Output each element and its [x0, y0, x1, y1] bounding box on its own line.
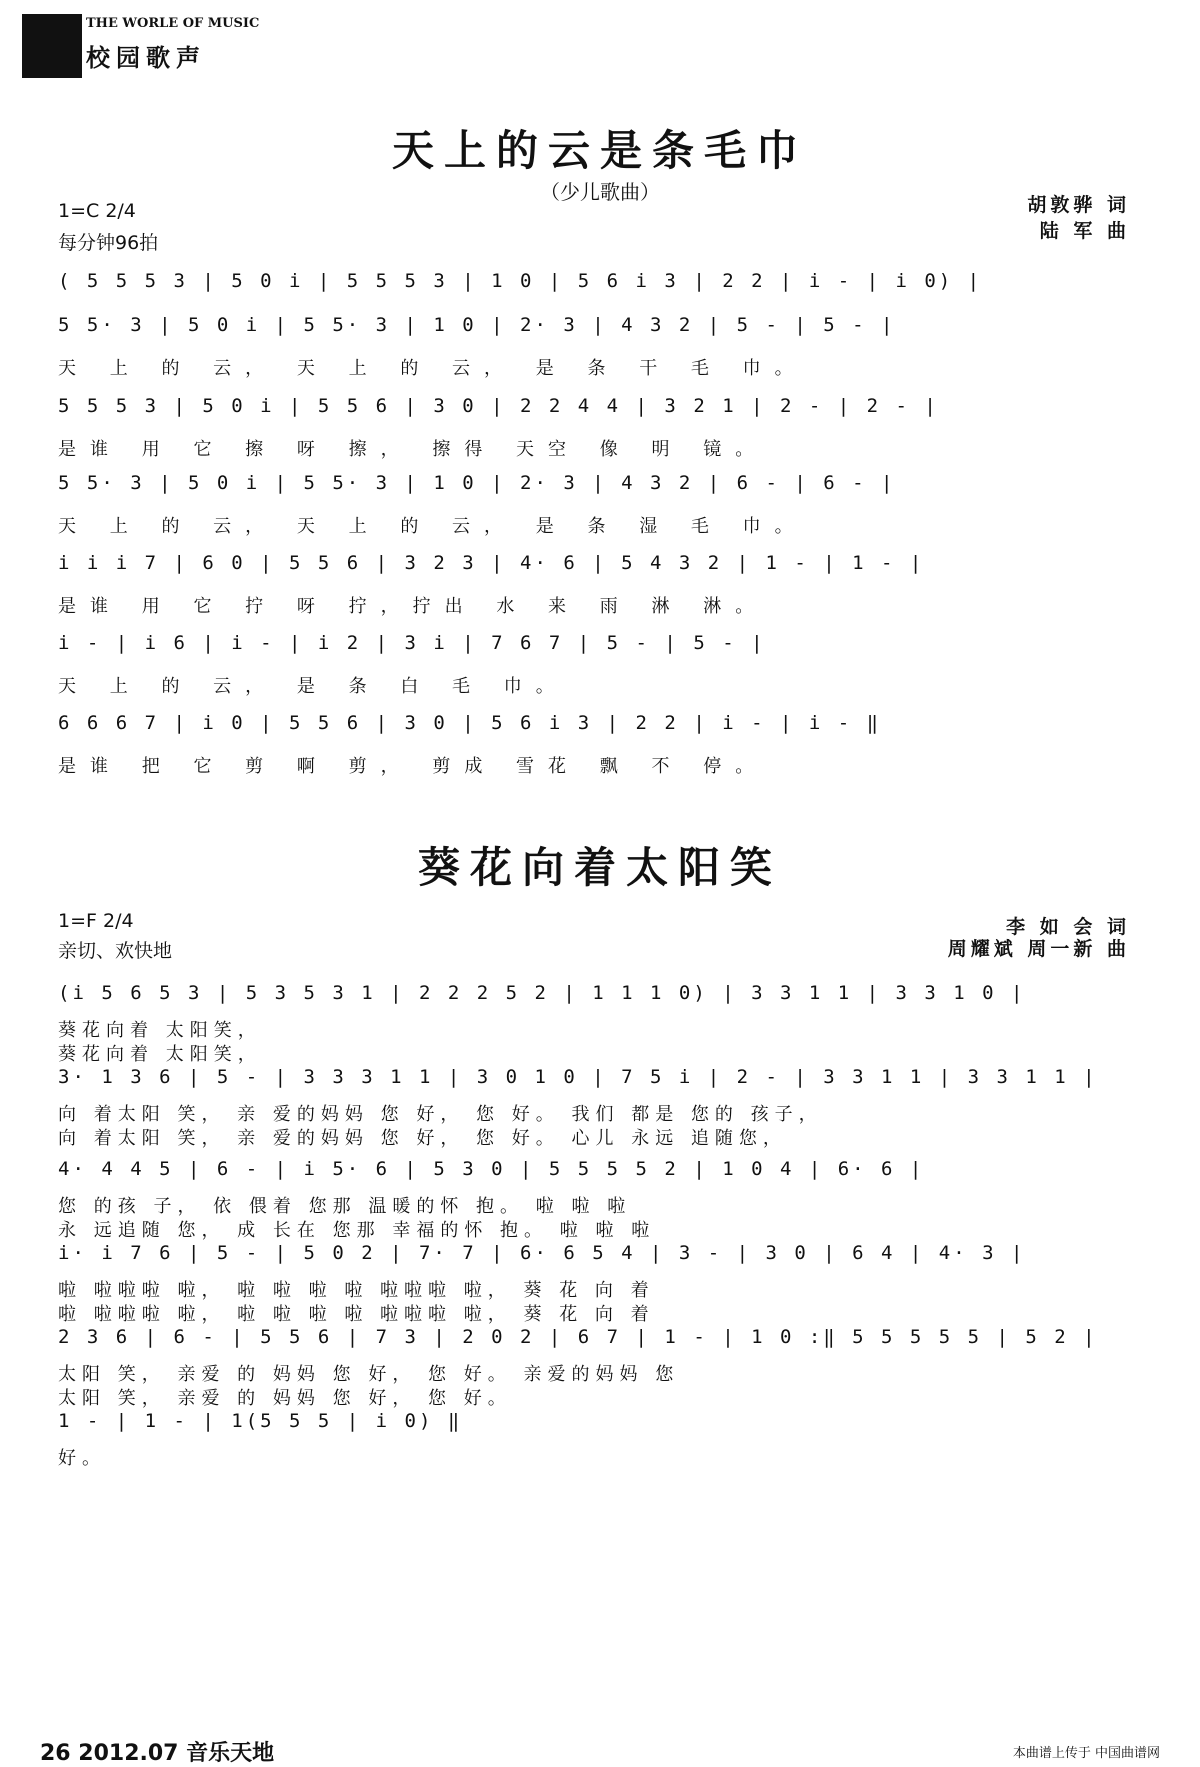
song1-lyric-row: 是谁 用 它 擦 呀 擦， 擦得 天空 像 明 镜。 — [58, 439, 768, 460]
song2-lyricist: 李 如 会 词 — [1006, 916, 1130, 938]
song2-lyric-verse1: 您 的孩 子， 依 偎着 您那 温暖的怀 抱。 啦 啦 啦 — [58, 1196, 632, 1217]
upload-credit: 本曲谱上传于 中国曲谱网 — [1012, 1746, 1160, 1761]
song2-notation-row: 4· 4 4 5 | 6 - | i 5· 6 | 5 3 0 | 5 5 5 5 2 | 1 0 4 | 6· 6 | — [58, 1158, 925, 1180]
song2-key: 1=F 2/4 — [58, 910, 134, 932]
song2-notation-row: (i 5 6 5 3 | 5 3 5 3 1 | 2 2 2 5 2 | 1 1 1 0) | 3 3 1 1 | 3 3 1 0 | — [58, 982, 1026, 1004]
song1-lyricist: 胡敦骅 词 — [1027, 194, 1130, 216]
song1-lyric-row: 天 上 的 云， 天 上 的 云， 是 条 干 毛 巾。 — [58, 358, 807, 379]
song2-lyric-verse2: 向 着太阳 笑， 亲 爱的妈妈 您 好， 您 好。 心儿 永远 追随您， — [58, 1128, 787, 1149]
song1-notation-row: 5 5· 3 | 5 0 i | 5 5· 3 | 1 0 | 2· 3 | 4 3 2 | 6 - | 6 - | — [58, 472, 896, 494]
song2-lyric-verse1: 葵花向着 太阳笑， — [58, 1020, 262, 1041]
song2-lyric-verse2: 葵花向着 太阳笑， — [58, 1044, 262, 1065]
song1-notation-row: 5 5 5 3 | 5 0 i | 5 5 6 | 3 0 | 2 2 4 4 | 3 2 1 | 2 - | 2 - | — [58, 395, 939, 417]
song2-lyric-verse1: 好。 — [58, 1448, 106, 1469]
song2-lyric-verse1: 向 着太阳 笑， 亲 爱的妈妈 您 好， 您 好。 我们 都是 您的 孩子， — [58, 1104, 823, 1125]
song2-lyric-verse2: 永 远追随 您， 成 长在 您那 幸福的怀 抱。 啦 啦 啦 — [58, 1220, 656, 1241]
song1-notation-row: ( 5 5 5 3 | 5 0 i | 5 5 5 3 | 1 0 | 5 6 i 3 | 2 2 | i - | i 0) | — [58, 270, 983, 292]
song1-notation-row: i i i 7 | 6 0 | 5 5 6 | 3 2 3 | 4· 6 | 5 4 3 2 | 1 - | 1 - | — [58, 552, 925, 574]
song1-lyric-row: 是谁 用 它 拧 呀 拧，拧出 水 来 雨 淋 淋。 — [58, 596, 768, 617]
song2-composer: 周耀斌 周一新 曲 — [947, 938, 1130, 960]
song2-lyric-verse1: 啦 啦啦啦 啦， 啦 啦 啦 啦 啦啦啦 啦， 葵 花 向 着 — [58, 1280, 655, 1301]
song2-lyric-verse2: 太阳 笑， 亲爱 的 妈妈 您 好， 您 好。 — [58, 1388, 512, 1409]
song2-lyric-verse2: 啦 啦啦啦 啦， 啦 啦 啦 啦 啦啦啦 啦， 葵 花 向 着 — [58, 1304, 655, 1325]
song1-composer: 陆 军 曲 — [1039, 220, 1130, 242]
song1-title: 天上的云是条毛巾 — [391, 126, 808, 175]
song1-lyric-row: 天 上 的 云， 是 条 白 毛 巾。 — [58, 676, 568, 697]
song1-key: 1=C 2/4 — [58, 200, 136, 222]
song1-notation-row: 5 5· 3 | 5 0 i | 5 5· 3 | 1 0 | 2· 3 | 4 3 2 | 5 - | 5 - | — [58, 314, 896, 336]
song1-lyric-row: 是谁 把 它 剪 啊 剪， 剪成 雪花 飘 不 停。 — [58, 756, 768, 777]
song1-lyric-row: 天 上 的 云， 天 上 的 云， 是 条 湿 毛 巾。 — [58, 516, 807, 537]
song1-notation-row: 6 6 6 7 | i 0 | 5 5 6 | 3 0 | 5 6 i 3 | 2 2 | i - | i - ‖ — [58, 712, 882, 734]
song1-subtitle: （少儿歌曲） — [540, 180, 660, 204]
magazine-logo — [22, 14, 262, 80]
song2-tempo: 亲切、欢快地 — [58, 940, 173, 962]
song2-notation-row: i· i 7 6 | 5 - | 5 0 2 | 7· 7 | 6· 6 5 4 | 3 - | 3 0 | 6 4 | 4· 3 | — [58, 1242, 1026, 1264]
song2-title: 葵花向着太阳笑 — [417, 843, 782, 892]
song2-lyric-verse1: 太阳 笑， 亲爱 的 妈妈 您 好， 您 好。 亲爱的妈妈 您 — [58, 1364, 680, 1385]
logo-bottom-text: 校园歌声 — [86, 44, 206, 72]
song2-notation-row: 2 3 6 | 6 - | 5 5 6 | 7 3 | 2 0 2 | 6 7 | 1 - | 1 0 :‖ 5 5 5 5 5 | 5 2 | — [58, 1326, 1098, 1348]
logo-top-text: THE WORLE OF MUSIC — [86, 16, 260, 31]
logo-emblem-icon — [22, 14, 82, 78]
song1-tempo: 每分钟96拍 — [58, 232, 159, 254]
song2-notation-row: 1 - | 1 - | 1(5 5 5 | i 0) ‖ — [58, 1410, 463, 1432]
song1-notation-row: i - | i 6 | i - | i 2 | 3 i | 7 6 7 | 5 - | 5 - | — [58, 632, 766, 654]
song2-notation-row: 3· 1 3 6 | 5 - | 3 3 3 1 1 | 3 0 1 0 | 7 5 i | 2 - | 3 3 1 1 | 3 3 1 1 | — [58, 1066, 1098, 1088]
page-footer: 26 2012.07 音乐天地 — [40, 1741, 275, 1766]
